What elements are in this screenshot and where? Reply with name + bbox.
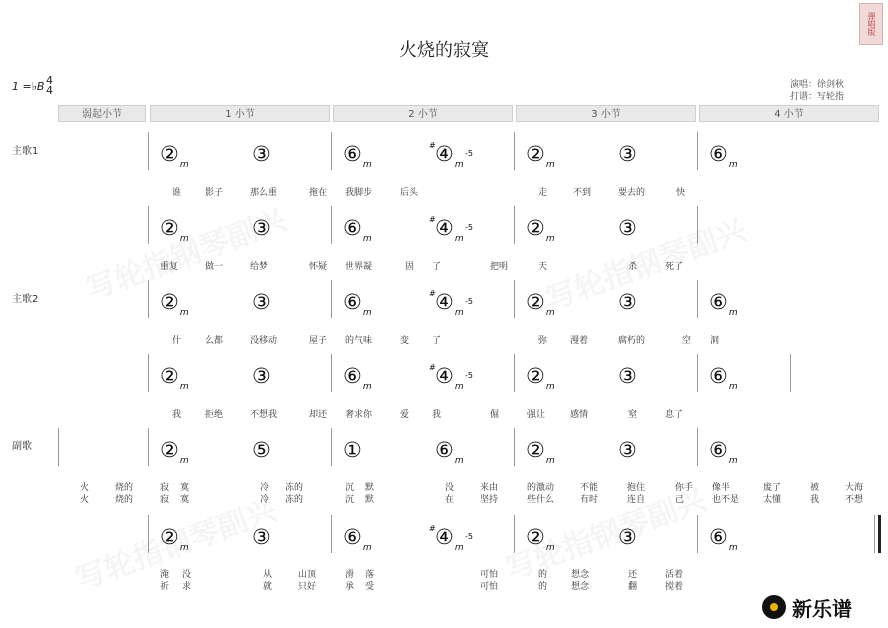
- bar-line: [790, 354, 791, 392]
- lyric-syllable: 拒绝: [205, 410, 224, 420]
- lyric-syllable: 强让: [527, 410, 546, 420]
- chord-symbol: [160, 290, 189, 325]
- final-bar-line-thick: [878, 515, 881, 553]
- chord-alteration: -5: [465, 532, 473, 541]
- sharp-accidental: #: [429, 215, 436, 224]
- lyric-syllable: 祈: [160, 582, 170, 592]
- chord-symbol: [343, 142, 372, 177]
- page-title: 火烧的寂寞: [399, 40, 489, 61]
- lyric-syllable: 只好: [298, 582, 317, 592]
- chord-degree: ④: [435, 142, 454, 166]
- bar-line: [331, 132, 332, 170]
- chord-symbol: [343, 216, 372, 251]
- bar-line: [697, 354, 698, 392]
- chord-degree: ②: [160, 290, 179, 314]
- chord-quality: m: [728, 160, 738, 170]
- chord-symbol: [429, 363, 473, 399]
- chord-quality: m: [545, 456, 555, 466]
- lyric-syllable: 不想我: [250, 410, 278, 420]
- time-signature: [46, 76, 53, 96]
- lyric-syllable: 我: [810, 495, 820, 505]
- lyric-syllable: 想念: [571, 582, 590, 592]
- lyric-syllable: 没: [182, 570, 192, 580]
- lyric-syllable: 空: [682, 336, 692, 346]
- bar-line: [697, 280, 698, 318]
- watermark-text: [69, 485, 281, 598]
- chord-quality: m: [362, 543, 372, 553]
- bar-line: [148, 354, 149, 392]
- chord-symbol: [343, 438, 362, 462]
- edition-badge: 弹唱版: [859, 3, 883, 45]
- lyric-syllable: 默: [365, 495, 375, 505]
- chord-symbol: [252, 438, 271, 462]
- chord-symbol: [618, 216, 637, 240]
- chord-quality: m: [728, 308, 738, 318]
- chord-symbol: [526, 364, 555, 399]
- chord-quality: m: [545, 308, 555, 318]
- bar-line: [331, 354, 332, 392]
- lyric-syllable: 冷: [260, 495, 270, 505]
- header-bar-4: 4 小节: [699, 105, 879, 122]
- lyric-syllable: 滑: [345, 570, 355, 580]
- chord-quality: m: [454, 456, 464, 466]
- lyric-syllable: 冷: [260, 483, 270, 493]
- chord-degree: ②: [160, 525, 179, 549]
- chord-symbol: [709, 525, 738, 560]
- lyric-syllable: 寞: [180, 483, 190, 493]
- chord-quality: m: [728, 456, 738, 466]
- chord-symbol: [709, 438, 738, 473]
- bar-line: [331, 428, 332, 466]
- chord-alteration: -5: [465, 149, 473, 158]
- lyric-syllable: 太懂: [763, 495, 782, 505]
- chord-degree: ②: [526, 216, 545, 240]
- chord-degree: ④: [435, 290, 454, 314]
- header-pickup: 弱起小节: [58, 105, 146, 122]
- bar-line: [514, 354, 515, 392]
- lyric-syllable: 冻的: [285, 495, 304, 505]
- lyric-syllable: 废了: [763, 483, 782, 493]
- lyric-syllable: 受: [365, 582, 375, 592]
- lyric-syllable: 倔: [490, 410, 500, 420]
- chord-degree: ⑥: [343, 142, 362, 166]
- vinyl-logo-icon: [762, 595, 786, 619]
- time-sig-numerator: 4: [46, 74, 53, 87]
- lyric-syllable: 怀疑: [309, 262, 328, 272]
- lyric-syllable: 世界凝: [345, 262, 373, 272]
- lyric-syllable: 要去的: [618, 188, 646, 198]
- lyric-syllable: 我: [172, 410, 182, 420]
- chord-degree: ③: [618, 290, 637, 314]
- lyric-syllable: 我脚步: [345, 188, 373, 198]
- chord-quality: m: [728, 543, 738, 553]
- chord-degree: ④: [435, 364, 454, 388]
- chord-quality: m: [454, 382, 464, 392]
- credit-singer: 演唱：徐剑秋: [790, 80, 845, 90]
- chord-degree: ③: [252, 290, 271, 314]
- final-bar-line: [874, 515, 875, 553]
- chord-degree: ①: [343, 438, 362, 462]
- bar-line: [331, 206, 332, 244]
- chord-symbol: [429, 289, 473, 325]
- chord-degree: ②: [160, 216, 179, 240]
- chord-symbol: [343, 290, 372, 325]
- chord-quality: m: [362, 160, 372, 170]
- chord-quality: m: [454, 308, 464, 318]
- bar-line: [514, 206, 515, 244]
- chord-degree: ②: [160, 438, 179, 462]
- lyric-syllable: 什: [172, 336, 182, 346]
- lyric-syllable: 在: [445, 495, 455, 505]
- lyric-syllable: 的气味: [345, 336, 373, 346]
- chord-degree: ③: [618, 216, 637, 240]
- chord-degree: ⑥: [435, 438, 454, 462]
- bar-line: [148, 206, 149, 244]
- chord-degree: ②: [526, 290, 545, 314]
- header-bar-2: 2 小节: [333, 105, 513, 122]
- chord-degree: ⑥: [709, 438, 728, 462]
- bar-line: [148, 428, 149, 466]
- lyric-syllable: 洞: [710, 336, 720, 346]
- lyric-syllable: 大海: [845, 483, 864, 493]
- chord-symbol: [429, 141, 473, 177]
- chord-degree: ③: [618, 525, 637, 549]
- chord-quality: m: [728, 382, 738, 392]
- chord-quality: m: [179, 543, 189, 553]
- lyric-syllable: 谁: [172, 188, 182, 198]
- chord-quality: m: [362, 308, 372, 318]
- chord-alteration: -5: [465, 223, 473, 232]
- lyric-syllable: 烧的: [115, 495, 134, 505]
- lyric-syllable: 后头: [400, 188, 419, 198]
- chord-quality: m: [545, 382, 555, 392]
- lyric-syllable: 息了: [665, 410, 684, 420]
- chord-symbol: [343, 525, 372, 560]
- lyric-syllable: 影子: [205, 188, 224, 198]
- chord-degree: ③: [618, 364, 637, 388]
- lyric-syllable: 变: [400, 336, 410, 346]
- lyric-syllable: 淹: [160, 570, 170, 580]
- lyric-syllable: 烧的: [115, 483, 134, 493]
- chord-symbol: [429, 524, 473, 560]
- lyric-syllable: 那么重: [250, 188, 278, 198]
- lyric-syllable: 寂: [160, 483, 170, 493]
- lyric-syllable: 拖在: [309, 188, 328, 198]
- chord-degree: ②: [160, 142, 179, 166]
- chord-symbol: [160, 142, 189, 177]
- lyric-syllable: 可怕: [480, 582, 499, 592]
- lyric-syllable: 没移动: [250, 336, 278, 346]
- lyric-syllable: 腐朽的: [618, 336, 646, 346]
- chord-symbol: [252, 364, 271, 388]
- lyric-syllable: 给梦: [250, 262, 269, 272]
- chord-degree: ⑥: [343, 525, 362, 549]
- lyric-syllable: 来由: [480, 483, 499, 493]
- lyric-syllable: 你手: [675, 483, 694, 493]
- chord-degree: ③: [252, 525, 271, 549]
- lyric-syllable: 么都: [205, 336, 224, 346]
- chord-symbol: [435, 438, 464, 473]
- label-chorus: 副歌: [12, 441, 32, 452]
- lyric-syllable: 重复: [160, 262, 179, 272]
- lyric-syllable: 像半: [712, 483, 731, 493]
- chord-quality: m: [179, 308, 189, 318]
- lyric-syllable: 火: [80, 483, 90, 493]
- lyric-syllable: 屋子: [309, 336, 328, 346]
- lyric-syllable: 弥: [538, 336, 548, 346]
- chord-degree: ④: [435, 216, 454, 240]
- bar-line: [514, 428, 515, 466]
- lyric-syllable: 默: [365, 483, 375, 493]
- lyric-syllable: 杀: [628, 262, 638, 272]
- chord-quality: m: [179, 456, 189, 466]
- lyric-syllable: 想念: [571, 570, 590, 580]
- bar-line: [148, 132, 149, 170]
- key-signature: 1 =♭B: [12, 80, 45, 93]
- lyric-syllable: 的: [538, 570, 548, 580]
- chord-quality: m: [454, 234, 464, 244]
- chord-degree: ⑥: [343, 216, 362, 240]
- chord-quality: m: [179, 160, 189, 170]
- lyric-syllable: 固: [405, 262, 415, 272]
- chord-quality: m: [545, 160, 555, 170]
- lyric-syllable: 死了: [665, 262, 684, 272]
- lyric-syllable: 了: [432, 262, 442, 272]
- lyric-syllable: 被: [810, 483, 820, 493]
- lyric-syllable: 的激动: [527, 483, 555, 493]
- chord-symbol: [526, 216, 555, 251]
- chord-symbol: [618, 438, 637, 462]
- bar-line: [697, 132, 698, 170]
- lyric-syllable: 求: [182, 582, 192, 592]
- lyric-syllable: 承: [345, 582, 355, 592]
- lyric-syllable: 奢求你: [345, 410, 373, 420]
- chord-quality: m: [179, 234, 189, 244]
- bar-line: [697, 428, 698, 466]
- lyric-syllable: 从: [263, 570, 273, 580]
- lyric-syllable: 漫着: [570, 336, 589, 346]
- lyric-syllable: 不能: [580, 483, 599, 493]
- chord-degree: ③: [252, 364, 271, 388]
- site-logo: 新乐谱: [792, 597, 852, 621]
- chord-degree: ②: [526, 142, 545, 166]
- lyric-syllable: 走: [538, 188, 548, 198]
- lyric-syllable: 些什么: [527, 495, 555, 505]
- lyric-syllable: 搅着: [665, 582, 684, 592]
- lyric-syllable: 就: [263, 582, 273, 592]
- chord-symbol: [429, 215, 473, 251]
- sharp-accidental: #: [429, 141, 436, 150]
- chord-degree: ④: [435, 525, 454, 549]
- lyric-syllable: 坚持: [480, 495, 499, 505]
- lyric-syllable: 做一: [205, 262, 224, 272]
- chord-symbol: [709, 290, 738, 325]
- chord-degree: ⑥: [709, 290, 728, 314]
- chord-symbol: [709, 142, 738, 177]
- chord-degree: ③: [618, 438, 637, 462]
- bar-line: [514, 280, 515, 318]
- lyric-syllable: 沉: [345, 495, 355, 505]
- lyric-syllable: 我: [432, 410, 442, 420]
- chord-quality: m: [454, 160, 464, 170]
- chord-quality: m: [545, 543, 555, 553]
- credit-transcriber: 打谱：写轮指: [790, 92, 845, 102]
- lyric-syllable: 连自: [627, 495, 646, 505]
- chord-symbol: [343, 364, 372, 399]
- lyric-syllable: 落: [365, 570, 375, 580]
- chord-quality: m: [362, 382, 372, 392]
- chord-alteration: -5: [465, 297, 473, 306]
- bar-line: [331, 280, 332, 318]
- chord-symbol: [526, 438, 555, 473]
- chord-symbol: [252, 142, 271, 166]
- lyric-syllable: 己: [675, 495, 685, 505]
- chord-quality: m: [362, 234, 372, 244]
- bar-line: [331, 515, 332, 553]
- chord-degree: ③: [252, 216, 271, 240]
- label-verse-1: 主歌1: [12, 146, 39, 157]
- lyric-syllable: 火: [80, 495, 90, 505]
- chord-degree: ⑥: [343, 290, 362, 314]
- chord-degree: ②: [160, 364, 179, 388]
- time-sig-denominator: 4: [46, 84, 53, 97]
- lyric-syllable: 窒: [628, 410, 638, 420]
- lyric-syllable: 还: [628, 570, 638, 580]
- lyric-syllable: 天: [538, 262, 548, 272]
- lyric-syllable: 有时: [580, 495, 599, 505]
- chord-degree: ③: [252, 142, 271, 166]
- chord-quality: m: [545, 234, 555, 244]
- chord-quality: m: [454, 543, 464, 553]
- lyric-syllable: 却还: [309, 410, 328, 420]
- lyric-syllable: 寞: [180, 495, 190, 505]
- chord-alteration: -5: [465, 371, 473, 380]
- sharp-accidental: #: [429, 289, 436, 298]
- lyric-syllable: 了: [432, 336, 442, 346]
- chord-degree: ③: [618, 142, 637, 166]
- chord-degree: ⑥: [343, 364, 362, 388]
- chord-symbol: [709, 364, 738, 399]
- sharp-accidental: #: [429, 524, 436, 533]
- lyric-syllable: 翻: [628, 582, 638, 592]
- lyric-syllable: 不想: [845, 495, 864, 505]
- chord-symbol: [526, 142, 555, 177]
- sharp-accidental: #: [429, 363, 436, 372]
- chord-degree: ⑥: [709, 142, 728, 166]
- chord-quality: m: [179, 382, 189, 392]
- lyric-syllable: 沉: [345, 483, 355, 493]
- chord-symbol: [618, 142, 637, 166]
- lyric-syllable: 抱住: [627, 483, 646, 493]
- chord-degree: ②: [526, 364, 545, 388]
- lyric-syllable: 冻的: [285, 483, 304, 493]
- lyric-syllable: 快: [676, 188, 686, 198]
- bar-line: [58, 428, 59, 466]
- chord-degree: ⑥: [709, 364, 728, 388]
- header-bar-3: 3 小节: [516, 105, 696, 122]
- lyric-syllable: 爱: [400, 410, 410, 420]
- lyric-syllable: 活着: [665, 570, 684, 580]
- chord-degree: ⑥: [709, 525, 728, 549]
- chord-symbol: [618, 364, 637, 388]
- lyric-syllable: 山顶: [298, 570, 317, 580]
- lyric-syllable: 把明: [490, 262, 509, 272]
- lyric-syllable: 感情: [570, 410, 589, 420]
- lyric-syllable: 没: [445, 483, 455, 493]
- lyric-syllable: 不到: [573, 188, 592, 198]
- label-verse-2: 主歌2: [12, 294, 39, 305]
- chord-symbol: [160, 438, 189, 473]
- chord-degree: ②: [526, 525, 545, 549]
- chord-degree: ⑤: [252, 438, 271, 462]
- bar-line: [514, 132, 515, 170]
- chord-symbol: [252, 290, 271, 314]
- lyric-syllable: 寂: [160, 495, 170, 505]
- lyric-syllable: 可怕: [480, 570, 499, 580]
- chord-symbol: [160, 364, 189, 399]
- chord-degree: ②: [526, 438, 545, 462]
- header-bar-1: 1 小节: [150, 105, 330, 122]
- lyric-syllable: 的: [538, 582, 548, 592]
- lyric-syllable: 也不是: [712, 495, 740, 505]
